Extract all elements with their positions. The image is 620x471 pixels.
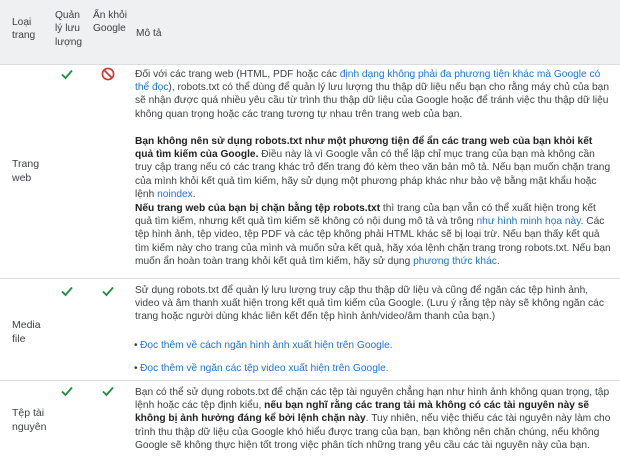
header-traffic-management: Quản lý lưu lượng [55, 10, 83, 48]
category-media-file: Media file [12, 319, 41, 345]
header-description: Mô tả [136, 28, 162, 39]
check-icon [101, 384, 115, 398]
category-web-page: Trang web [12, 158, 40, 184]
check-icon [60, 284, 74, 298]
header-page-type: Loại trang [12, 17, 36, 42]
resource-file-paragraph: Bạn có thể sử dụng robots.txt để chặn các tệp tài nguyên chẳng hạn như hình ảnh không quan trọng, tập lệnh hoặc các tệp định kiểu, nếu bạn nghĩ rằng các trang tải mà không có các tài nguyên này sẽ không bị ảnh hưởng đáng kể bởi lệnh chặn này. Tuy nhiên, nếu việc thiếu các tài nguyên này làm cho trình thu thập dữ liệu của Google khó hiểu được trang của bạn, bạn không nên chặn chúng, nếu không Google sẽ không thực hiện tốt trong việc phân tích những trang yêu cầu các tài nguyên này của bạn. [135, 387, 611, 451]
illustration-link[interactable]: như hình minh họa này [476, 216, 581, 228]
media-link-item [140, 339, 393, 352]
header-hide-from-google: Ẩn khỏi Google [93, 10, 127, 35]
block-videos-link[interactable]: Đọc thêm về ngăn các tệp video xuất hiện trên Google. [140, 363, 389, 374]
media-file-paragraph: Sử dụng robots.txt để quản lý lưu lượng truy cập thu thập dữ liệu và cũng để ngăn các tệp hình ảnh, video và âm thanh xuất hiện trong kết quả tìm kiếm của Google. (Lưu ý rằng tệp này sẽ không ngăn các trang hoặc người dùng khác liên kết đến tệp hình ảnh/video/âm thanh của bạn.) [135, 285, 604, 323]
other-method-link[interactable]: phương thức khác [413, 255, 497, 267]
web-page-paragraph-2: Bạn không nên sử dụng robots.txt như một phương tiện để ẩn các trang web của bạn khỏi kết quả tìm kiếm của Google. Điều này là vì Google vẫn có thể lập chỉ mục trang của bạn mà không cần truy cập trang nếu có các trang khác trỏ đến trang đó kèm theo văn bản mô tả. Nếu bạn muốn chặn trang của mình khỏi kết quả tìm kiếm, hãy sử dụng một phương pháp khác như bảo vệ bằng mật khẩu hoặc lệnh noindex. [135, 136, 611, 200]
web-page-paragraph-1: Đối với các trang web (HTML, PDF hoặc các định dạng không phải đa phương tiện khác mà Google có thể đọc), robots.txt có thể dùng để quản lý lưu lượng thu thập dữ liệu nếu bạn cho rằng máy chủ của bạn sẽ nhận được quá nhiều yêu cầu từ trình thu thập dữ liệu của Google hoặc để tránh việc thu thập dữ liệu không quan trọng hoặc các trang tương tự nhau trên trang web của bạn. [135, 69, 610, 120]
block-images-link[interactable]: Đọc thêm về cách ngăn hình ảnh xuất hiện trên Google. [140, 340, 393, 351]
media-link-item [140, 362, 389, 375]
check-icon [60, 384, 74, 398]
category-resource-file: Tệp tài nguyên [12, 407, 47, 433]
check-icon [101, 284, 115, 298]
noindex-link[interactable]: noindex [157, 188, 193, 200]
block-icon [101, 67, 115, 81]
non-media-formats-link[interactable]: định dạng không phải đa phương tiện khác mà Google có thể đọc [135, 69, 601, 94]
check-icon [60, 67, 74, 81]
web-page-paragraph-3: Nếu trang web của bạn bị chặn bằng tệp robots.txt thì trang của bạn vẫn có thể xuất hiện trong kết quả tìm kiếm, nhưng kết quả tìm kiếm sẽ không có nội dung mô tả và trông như hình minh họa này. Các tệp hình ảnh, tệp video, tệp PDF và các tệp không phải HTML khác sẽ bị loại trừ. Nếu bạn thấy kết quả tìm kiếm này cho trang của mình và muốn sửa kết quả, hãy xóa lệnh chặn trang trong robots.txt. Nếu bạn muốn ẩn hoàn toàn trang khỏi kết quả tìm kiếm, hãy sử dụng phương thức khác. [135, 203, 611, 267]
